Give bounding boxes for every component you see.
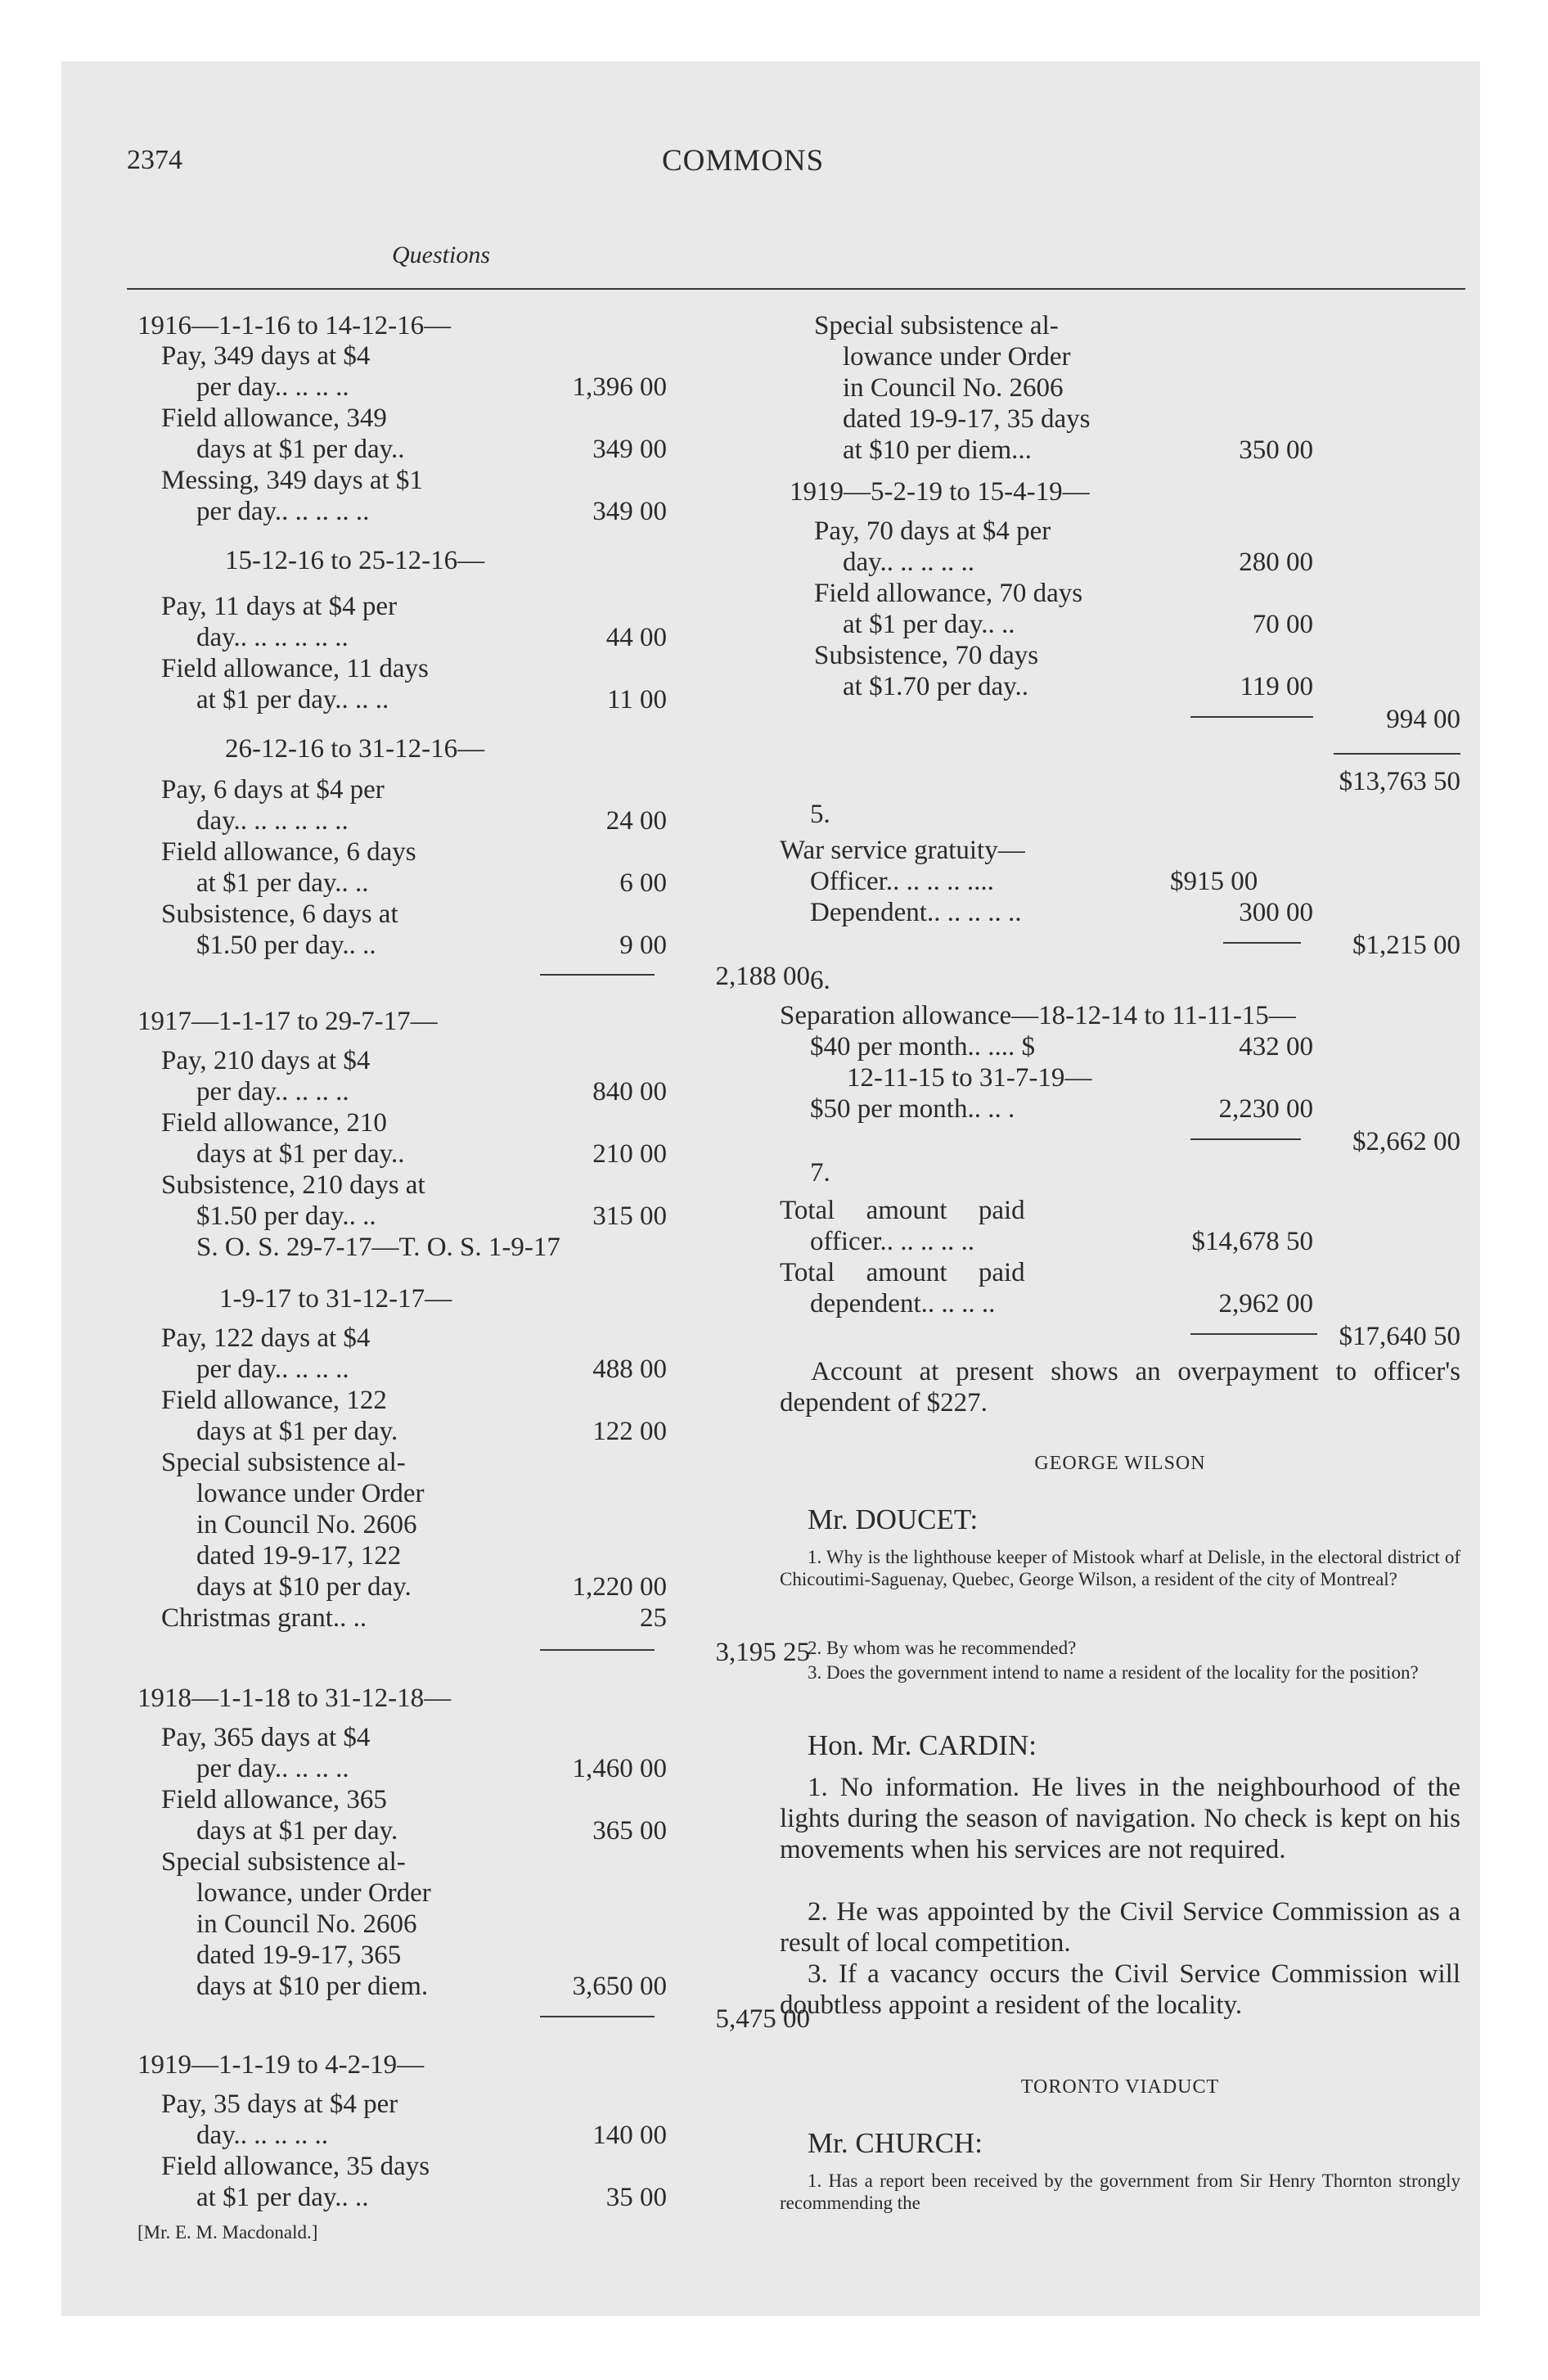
amount: $915 00 bbox=[1170, 867, 1258, 896]
amount: 349 00 bbox=[592, 497, 667, 526]
amount: 6 00 bbox=[619, 868, 667, 898]
text-line: per day.. .. .. .. bbox=[196, 1355, 349, 1384]
total-amount: 5,475 00 bbox=[715, 2004, 810, 2034]
text-line: in Council No. 2606 bbox=[196, 1510, 417, 1539]
total-amount: $1,215 00 bbox=[1352, 931, 1460, 960]
text-line: officer.. .. .. .. .. bbox=[810, 1227, 975, 1256]
text-line: at $1 per day.. .. .. bbox=[196, 685, 389, 714]
y1917-head: 1917—1-1-17 to 29-7-17— bbox=[137, 1007, 438, 1036]
amount: 11 00 bbox=[606, 685, 667, 714]
amount: 70 00 bbox=[1252, 610, 1313, 639]
text-line: lowance under Order bbox=[843, 342, 1071, 372]
text-line: Pay, 122 days at $4 bbox=[161, 1323, 371, 1353]
text-line: in Council No. 2606 bbox=[196, 1909, 417, 1939]
amount: 365 00 bbox=[592, 1816, 667, 1846]
text-line: Field allowance, 365 bbox=[161, 1785, 387, 1814]
amount: 1,220 00 bbox=[572, 1572, 667, 1602]
text-line: days at $1 per day.. bbox=[196, 1139, 405, 1169]
text-line: Subsistence, 6 days at bbox=[161, 899, 398, 929]
amount: 44 00 bbox=[605, 623, 667, 652]
section-head: Separation allowance—18-12-14 to 11-11-15— bbox=[780, 1001, 1296, 1030]
period-head: 26-12-16 to 31-12-16— bbox=[225, 734, 485, 764]
page bbox=[61, 61, 1480, 2316]
total-rule bbox=[1334, 753, 1460, 755]
text-line: Pay, 349 days at $4 bbox=[161, 341, 371, 371]
subtotal-rule bbox=[540, 974, 655, 976]
amount: 840 00 bbox=[592, 1077, 667, 1107]
text-line: day.. .. .. .. .. bbox=[196, 2121, 329, 2150]
text-line: $50 per month.. .. . bbox=[810, 1094, 1015, 1124]
subtotal-rule bbox=[540, 2016, 655, 2017]
total-amount: 994 00 bbox=[1386, 705, 1460, 734]
amount: 1,460 00 bbox=[572, 1754, 667, 1783]
total-amount: $17,640 50 bbox=[1339, 1322, 1460, 1351]
section-head: War service gratuity— bbox=[780, 836, 1025, 865]
text-line: day.. .. .. .. .. .. bbox=[196, 806, 349, 836]
speaker: Hon. Mr. CARDIN: bbox=[808, 1729, 1037, 1761]
subtotal-rule bbox=[1223, 942, 1301, 944]
section-heading: GEORGE WILSON bbox=[1034, 1453, 1206, 1474]
text-line: at $10 per diem... bbox=[843, 435, 1032, 465]
text-line: per day.. .. .. .. .. bbox=[196, 497, 370, 526]
text-line: days at $10 per day. bbox=[196, 1572, 412, 1602]
text-line: days at $1 per day. bbox=[196, 1417, 398, 1446]
amount: 2,230 00 bbox=[1218, 1094, 1313, 1124]
text-line: Special subsistence al- bbox=[814, 311, 1059, 340]
text-line: days at $1 per day. bbox=[196, 1816, 398, 1846]
text-line: Total amount paid bbox=[780, 1258, 1025, 1287]
grand-total: $13,763 50 bbox=[1339, 767, 1460, 796]
answer: 2. He was appointed by the Civil Service Commission as a result of local competition. bbox=[780, 1897, 1460, 1958]
subtotal-rule bbox=[540, 1649, 655, 1651]
text-line: per day.. .. .. .. bbox=[196, 372, 349, 402]
amount: 25 bbox=[640, 1603, 667, 1633]
amount: 300 00 bbox=[1239, 898, 1313, 927]
page-number: 2374 bbox=[127, 145, 182, 175]
period-head: 15-12-16 to 25-12-16— bbox=[225, 546, 485, 575]
text-line: at $1 per day.. .. bbox=[196, 868, 369, 898]
question: 1. Has a report been received by the government from Sir Henry Thornton strongly recommending the bbox=[780, 2170, 1460, 2213]
answer: 3. If a vacancy occurs the Civil Service Commission will doubtless appoint a resident of the locality. bbox=[780, 1959, 1460, 2020]
text-line: Field allowance, 210 bbox=[161, 1108, 387, 1138]
y1918-head: 1918—1-1-18 to 31-12-18— bbox=[137, 1684, 452, 1713]
text-line: dependent.. .. .. .. bbox=[810, 1289, 996, 1318]
text-line: Field allowance, 11 days bbox=[161, 654, 429, 683]
text-line: Dependent.. .. .. .. .. bbox=[810, 898, 1022, 927]
text-line: dated 19-9-17, 122 bbox=[196, 1541, 402, 1571]
text-line: Pay, 11 days at $4 per bbox=[161, 592, 398, 621]
text-line: Officer.. .. .. .. .... bbox=[810, 867, 994, 896]
question: 1. Why is the lighthouse keeper of Mistook wharf at Delisle, in the electoral district of Chicoutimi-Saguenay, Quebec, George Wilson, a resident of the city of Montreal? bbox=[780, 1547, 1460, 1589]
subtotal-rule bbox=[1190, 1333, 1317, 1335]
section-number: 7. bbox=[810, 1158, 830, 1188]
text-line: Subsistence, 70 days bbox=[814, 641, 1039, 670]
text-line: Pay, 6 days at $4 per bbox=[161, 775, 385, 805]
section-number: 6. bbox=[810, 966, 830, 995]
text-line: per day.. .. .. .. bbox=[196, 1754, 349, 1783]
amount: 432 00 bbox=[1239, 1032, 1313, 1062]
text-line: $40 per month.. .... $ bbox=[810, 1032, 1035, 1062]
text-line: Pay, 35 days at $4 per bbox=[161, 2089, 398, 2119]
amount: 24 00 bbox=[605, 806, 667, 836]
amount: 315 00 bbox=[592, 1201, 667, 1231]
text-line: S. O. S. 29-7-17—T. O. S. 1-9-17 bbox=[196, 1233, 560, 1262]
section-heading: TORONTO VIADUCT bbox=[1020, 2076, 1220, 2098]
text-line: days at $1 per day.. bbox=[196, 435, 405, 464]
subtotal-rule bbox=[1190, 716, 1313, 718]
amount: 350 00 bbox=[1239, 435, 1313, 465]
amount: 488 00 bbox=[592, 1355, 667, 1384]
amount: 349 00 bbox=[592, 435, 667, 464]
text-line: Special subsistence al- bbox=[161, 1448, 406, 1477]
y1916-head: 1916—1-1-16 to 14-12-16— bbox=[137, 311, 452, 340]
text-line: per day.. .. .. .. bbox=[196, 1077, 349, 1107]
question: 2. By whom was he recommended? bbox=[808, 1638, 1077, 1658]
page-title: COMMONS bbox=[662, 144, 825, 178]
section-number: 5. bbox=[810, 800, 830, 829]
amount: $14,678 50 bbox=[1191, 1227, 1313, 1256]
text-line: dated 19-9-17, 365 bbox=[196, 1941, 402, 1970]
speaker: Mr. DOUCET: bbox=[808, 1503, 979, 1535]
answer: 1. No information. He lives in the neighbourhood of the lights during the season of navigation. No check is kept on his movements when his services are not required. bbox=[780, 1773, 1460, 1864]
text-line: days at $10 per diem. bbox=[196, 1972, 429, 2001]
speaker-footer: [Mr. E. M. Macdonald.] bbox=[137, 2222, 318, 2243]
text-line: Field allowance, 349 bbox=[161, 403, 387, 433]
text-line: day.. .. .. .. .. .. bbox=[196, 623, 349, 652]
account-note: Account at present shows an overpayment to officer's dependent of $227. bbox=[780, 1357, 1460, 1418]
text-line: Field allowance, 70 days bbox=[814, 579, 1083, 608]
text-line: Field allowance, 6 days bbox=[161, 837, 416, 867]
y1919b-head: 1919—5-2-19 to 15-4-19— bbox=[790, 477, 1090, 507]
text-line: lowance, under Order bbox=[196, 1878, 431, 1908]
text-line: Messing, 349 days at $1 bbox=[161, 466, 423, 495]
text-line: at $1.70 per day.. bbox=[843, 672, 1028, 701]
question: 3. Does the government intend to name a resident of the locality for the position? bbox=[808, 1662, 1419, 1683]
text-line: Pay, 70 days at $4 per bbox=[814, 516, 1051, 546]
text-line: Total amount paid bbox=[780, 1196, 1025, 1225]
amount: 9 00 bbox=[619, 931, 667, 960]
text-line: Special subsistence al- bbox=[161, 1847, 406, 1877]
text-line: Field allowance, 35 days bbox=[161, 2152, 430, 2181]
header-rule bbox=[127, 288, 1465, 290]
amount: 35 00 bbox=[605, 2183, 667, 2212]
text-line: at $1 per day.. .. bbox=[196, 2183, 369, 2212]
text-line: $1.50 per day.. .. bbox=[196, 931, 376, 960]
amount: 3,650 00 bbox=[572, 1972, 667, 2001]
amount: 280 00 bbox=[1239, 548, 1313, 577]
amount: 140 00 bbox=[592, 2121, 667, 2150]
text-line: Field allowance, 122 bbox=[161, 1386, 387, 1415]
speaker: Mr. CHURCH: bbox=[808, 2127, 983, 2159]
text-line: at $1 per day.. .. bbox=[843, 610, 1015, 639]
total-amount: 3,195 25 bbox=[715, 1638, 810, 1667]
subtotal-rule bbox=[1190, 1138, 1301, 1140]
text-line: $1.50 per day.. .. bbox=[196, 1201, 376, 1231]
text-line: Pay, 365 days at $4 bbox=[161, 1723, 371, 1752]
text-line: lowance under Order bbox=[196, 1479, 425, 1508]
total-amount: 2,188 00 bbox=[715, 962, 810, 991]
total-amount: $2,662 00 bbox=[1352, 1127, 1460, 1156]
section-label: Questions bbox=[392, 241, 490, 268]
period-head: 12-11-15 to 31-7-19— bbox=[847, 1063, 1092, 1093]
text-line: Pay, 210 days at $4 bbox=[161, 1046, 371, 1075]
period-head: 1-9-17 to 31-12-17— bbox=[219, 1284, 452, 1314]
amount: 1,396 00 bbox=[572, 372, 667, 402]
amount: 210 00 bbox=[592, 1139, 667, 1169]
amount: 2,962 00 bbox=[1218, 1289, 1313, 1318]
text-line: dated 19-9-17, 35 days bbox=[843, 404, 1091, 434]
text-line: day.. .. .. .. .. bbox=[843, 548, 975, 577]
text-line: in Council No. 2606 bbox=[843, 373, 1064, 403]
amount: 119 00 bbox=[1240, 672, 1313, 701]
text-line: Christmas grant.. .. bbox=[161, 1603, 367, 1633]
y1919-head: 1919—1-1-19 to 4-2-19— bbox=[137, 2050, 425, 2080]
text-line: Subsistence, 210 days at bbox=[161, 1170, 425, 1200]
amount: 122 00 bbox=[592, 1417, 667, 1446]
